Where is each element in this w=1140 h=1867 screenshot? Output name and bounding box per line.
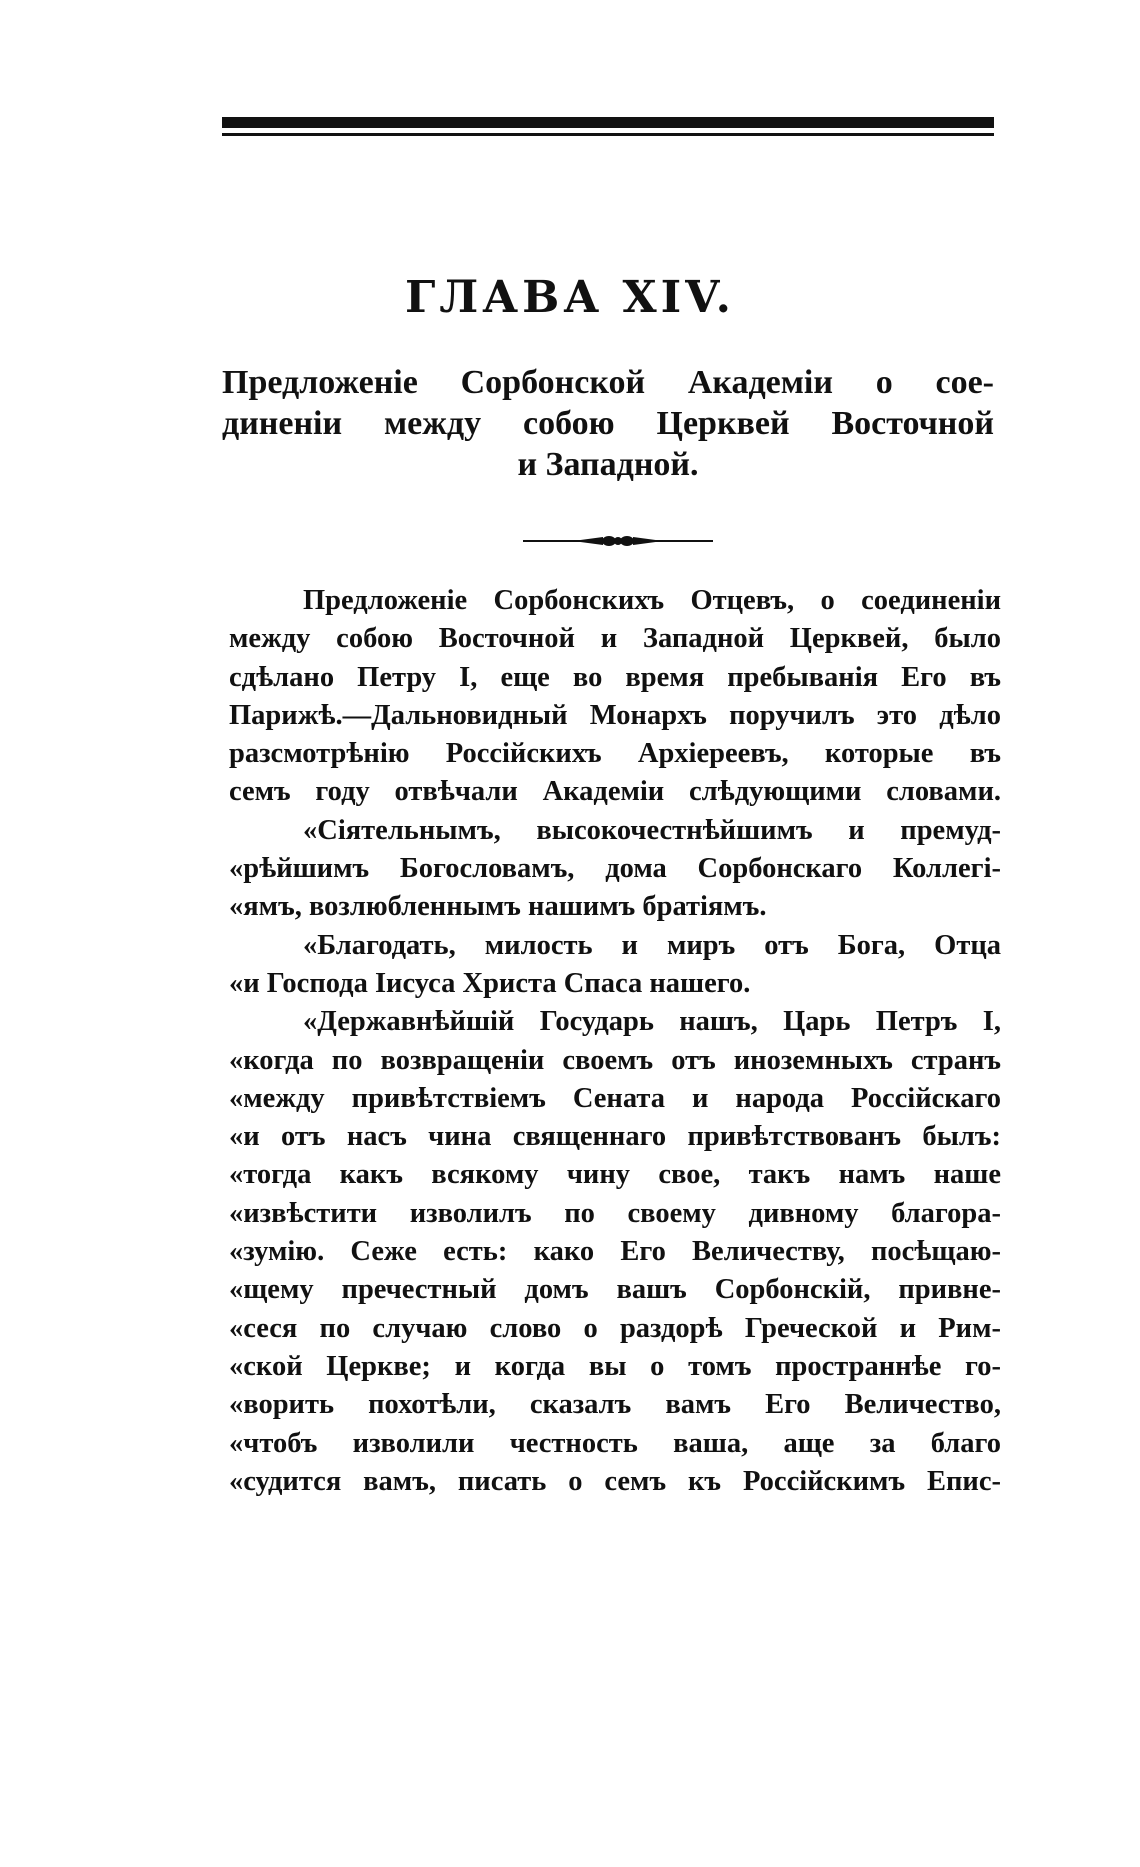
- subtitle-line: и Западной.: [517, 446, 699, 483]
- subtitle-line: диненіи между собою Церквей Восточной: [222, 405, 994, 442]
- text-line: «сеся по случаю слово о раздорѣ Греческой и Рим-: [229, 1312, 1001, 1344]
- subtitle-line: Предложеніе Сорбонской Академіи о сое-: [222, 364, 994, 401]
- text-line: «судится вамъ, писать о семъ къ Россійскимъ Епис-: [229, 1465, 1001, 1497]
- text-line: «когда по возвращеніи своемъ отъ иноземныхъ странъ: [229, 1044, 1001, 1076]
- text-line: «Благодать, милость и миръ отъ Бога, Отца: [303, 929, 1001, 961]
- chapter-body-text: [229, 582, 1001, 1501]
- chapter-subtitle: [222, 362, 994, 485]
- text-line: «зумію. Сеже есть: како Его Величеству, посѣщаю-: [229, 1236, 1001, 1268]
- text-line: «и Господа Іисуса Христа Спаса нашего.: [229, 967, 751, 999]
- text-line: разсмотрѣнію Россійскихъ Архіереевъ, которые въ: [229, 738, 1001, 770]
- text-line: «Державнѣйшій Государь нашъ, Царь Петръ I,: [303, 1006, 1001, 1038]
- text-line: между собою Восточной и Западной Церквей, было: [229, 623, 1001, 655]
- line-dot-ornament-icon: [523, 533, 713, 549]
- text-line: «извѣстити изволилъ по своему дивному благора-: [229, 1197, 1001, 1229]
- text-line: Предложеніе Сорбонскихъ Отцевъ, о соединеніи: [303, 585, 1001, 616]
- text-line: «ворить похотѣли, сказалъ вамъ Его Величество,: [229, 1389, 1001, 1421]
- text-line: «между привѣтствіемъ Сената и народа Россійскаго: [229, 1082, 1001, 1114]
- header-rule-thin: [222, 133, 994, 136]
- text-line: «чтобъ изволили честность ваша, аще за благо: [229, 1427, 1001, 1459]
- text-line: сдѣлано Петру I, еще во время пребыванія Его въ: [229, 661, 1001, 693]
- text-line: «рѣйшимъ Богословамъ, дома Сорбонскаго Коллегі-: [229, 853, 1001, 885]
- text-line: Парижѣ.—Дальновидный Монархъ поручилъ это дѣло: [229, 699, 1001, 731]
- text-line: «щему пречестный домъ вашъ Сорбонскій, привне-: [229, 1274, 1001, 1306]
- text-line: «ской Церкве; и когда вы о томъ пространнѣе го-: [229, 1350, 1001, 1382]
- text-line: «Сіятельнымъ, высокочестнѣйшимъ и премуд-: [303, 814, 1001, 846]
- chapter-title: ГЛАВА XIV.: [405, 272, 735, 323]
- text-line: «ямъ, возлюбленнымъ нашимъ братіямъ.: [229, 891, 767, 923]
- header-rule-thick: [222, 117, 994, 128]
- text-line: «и отъ насъ чина священнаго привѣтствованъ былъ:: [229, 1121, 1001, 1153]
- text-line: «тогда какъ всякому чину свое, такъ намъ наше: [229, 1159, 1001, 1191]
- text-line: семъ году отвѣчали Академіи слѣдующими словами.: [229, 776, 1001, 808]
